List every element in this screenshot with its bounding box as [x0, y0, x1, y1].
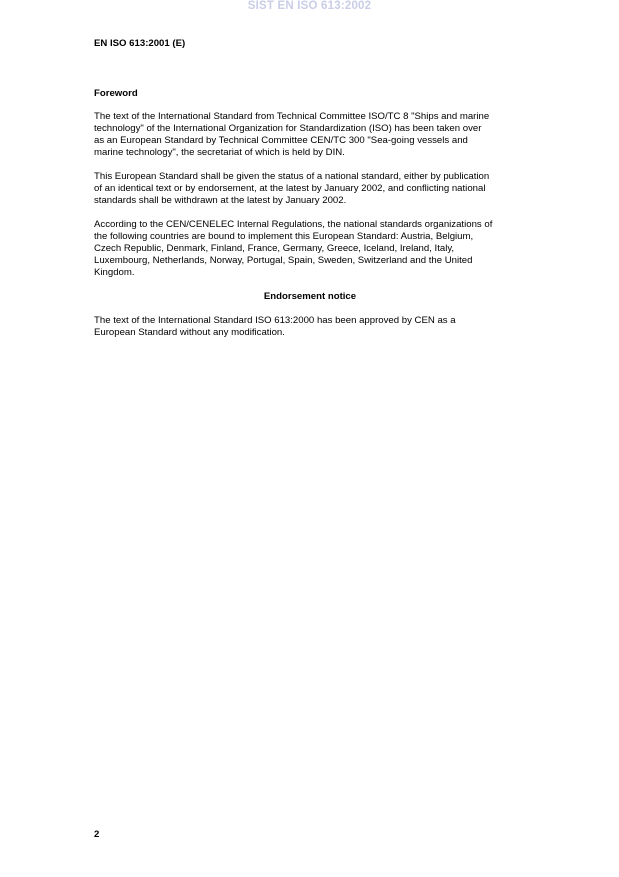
foreword-paragraph-3 — [94, 219, 534, 279]
text-line: of an identical text or by endorsement, at the latest by January 2002, and conflicting national — [94, 183, 486, 194]
text-line: marine technology", the secretariat of which is held by DIN. — [94, 147, 345, 158]
foreword-paragraph-1 — [94, 111, 534, 159]
text-line: European Standard without any modification. — [94, 327, 285, 338]
endorsement-paragraph — [94, 315, 534, 339]
endorsement-heading: Endorsement notice — [263, 291, 357, 302]
text-line: Luxembourg, Netherlands, Norway, Portugal, Spain, Sweden, Switzerland and the United — [94, 255, 473, 266]
text-line: According to the CEN/CENELEC Internal Regulations, the national standards organizations of — [94, 219, 493, 230]
foreword-heading: Foreword — [94, 88, 138, 99]
text-line: The text of the International Standard ISO 613:2000 has been approved by CEN as a — [94, 315, 456, 326]
foreword-paragraph-2 — [94, 171, 534, 207]
page-content — [94, 88, 534, 351]
page-number: 2 — [94, 829, 100, 840]
text-line: technology" of the International Organization for Standardization (ISO) has been taken over — [94, 123, 482, 134]
document-id: EN ISO 613:2001 (E) — [94, 38, 186, 49]
text-line: The text of the International Standard from Technical Committee ISO/TC 8 "Ships and marine — [94, 111, 490, 122]
text-line: This European Standard shall be given the status of a national standard, either by publication — [94, 171, 490, 182]
text-line: standards shall be withdrawn at the latest by January 2002. — [94, 195, 347, 206]
text-line: Czech Republic, Denmark, Finland, France, Germany, Greece, Iceland, Ireland, Italy, — [94, 243, 455, 254]
text-line: Kingdom. — [94, 267, 135, 278]
watermark-text: SIST EN ISO 613:2002 — [247, 0, 372, 12]
text-line: as an European Standard by Technical Committee CEN/TC 300 "Sea-going vessels and — [94, 135, 468, 146]
text-line: the following countries are bound to implement this European Standard: Austria, Belgium, — [94, 231, 474, 242]
